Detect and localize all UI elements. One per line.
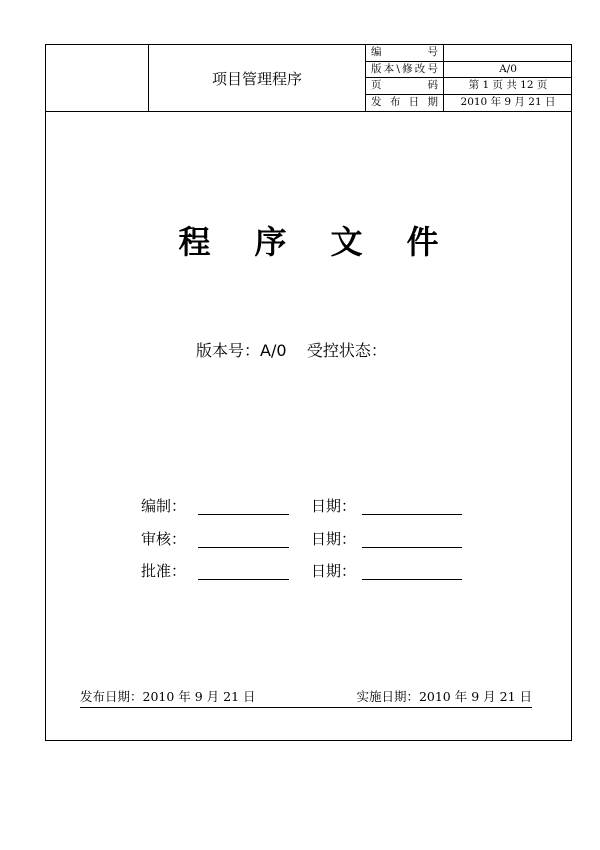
- meta-label: 页 码: [366, 78, 444, 94]
- meta-row-number: [366, 45, 572, 62]
- signature-row-reviewed: [141, 528, 471, 552]
- date-label: 日期：: [311, 562, 357, 580]
- document-title: 程序文件: [178, 223, 483, 261]
- date-label: 日期：: [311, 530, 357, 548]
- meta-label: 发布日期: [366, 95, 444, 112]
- control-status-label: 受控状态：: [306, 341, 387, 360]
- meta-row-version: [366, 62, 572, 79]
- version-label: 版本号：: [196, 341, 261, 360]
- signature-label: 编制：: [141, 497, 187, 515]
- date-line[interactable]: [362, 547, 462, 548]
- signature-row-prepared: [141, 495, 471, 519]
- document-frame: [45, 44, 572, 741]
- effective-date: 实施日期：2010 年 9 月 21 日: [356, 689, 532, 704]
- header-title: 项目管理程序: [149, 45, 366, 111]
- date-label: 日期：: [311, 497, 357, 515]
- meta-value: 2010 年 9 月 21 日: [460, 95, 556, 108]
- issue-date: 发布日期：2010 年 9 月 21 日: [80, 689, 256, 704]
- signature-label: 审核：: [141, 530, 187, 548]
- date-line[interactable]: [362, 579, 462, 580]
- version-value: A/0: [260, 341, 287, 360]
- date-line[interactable]: [362, 514, 462, 515]
- meta-value: A/0: [499, 62, 517, 75]
- logo-cell: [46, 45, 149, 111]
- meta-value: 第 1 页 共 12 页: [468, 79, 548, 91]
- meta-label: 编 号: [366, 45, 444, 61]
- signature-line[interactable]: [198, 514, 289, 515]
- signature-label: 批准：: [141, 562, 187, 580]
- meta-row-page: [366, 78, 572, 95]
- document-footer: [80, 687, 532, 708]
- meta-row-date: [366, 95, 572, 112]
- meta-value: [444, 45, 572, 61]
- document-header: [46, 45, 571, 112]
- signature-row-approved: [141, 560, 471, 584]
- signature-line[interactable]: [198, 547, 289, 548]
- meta-table: [366, 45, 572, 111]
- version-line: [196, 338, 387, 361]
- meta-label: 版本\修改号: [366, 62, 444, 78]
- signature-line[interactable]: [198, 579, 289, 580]
